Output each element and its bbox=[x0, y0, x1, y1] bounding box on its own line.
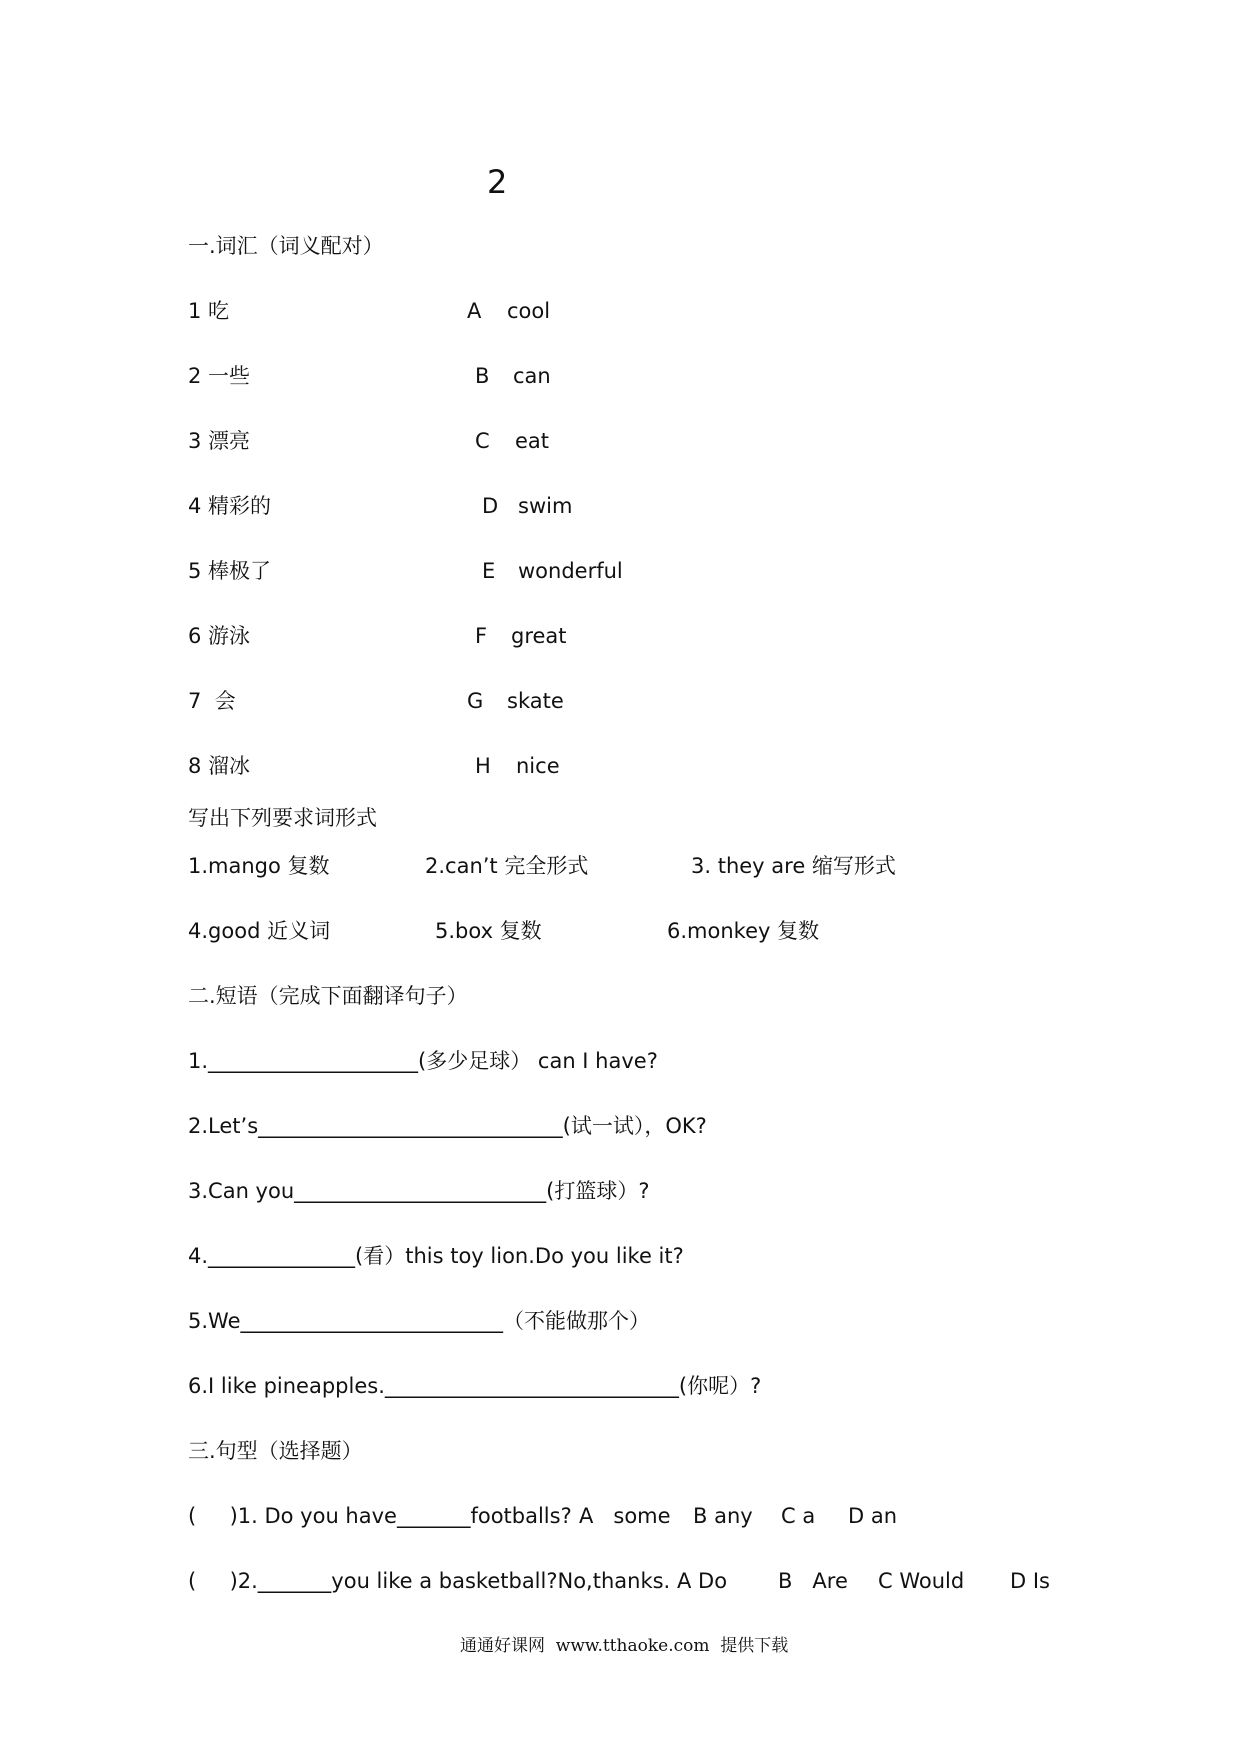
pair-left: 8 溜冰 bbox=[188, 754, 251, 778]
word-form-item: 2.can’t 完全形式 bbox=[425, 854, 589, 878]
question-option: D Is bbox=[1010, 1569, 1050, 1593]
pair-letter: H bbox=[475, 754, 491, 778]
section1-heading: 一.词汇（词义配对） bbox=[188, 234, 384, 258]
pair-word: can bbox=[513, 364, 551, 388]
pair-left: 5 棒极了 bbox=[188, 559, 272, 583]
question-option: B any bbox=[693, 1504, 753, 1528]
pair-word: swim bbox=[518, 494, 573, 518]
phrase-item: 4.______________(看）this toy lion.Do you like it? bbox=[188, 1244, 684, 1268]
pair-letter: E bbox=[482, 559, 496, 583]
pair-word: eat bbox=[515, 429, 550, 453]
question-option: D an bbox=[848, 1504, 898, 1528]
word-form-item: 1.mango 复数 bbox=[188, 854, 330, 878]
section3-heading: 三.句型（选择题） bbox=[188, 1439, 363, 1463]
question-stem: ( )1. Do you have_______footballs? bbox=[188, 1504, 572, 1528]
pair-left: 1 吃 bbox=[188, 299, 230, 323]
word-form-item: 5.box 复数 bbox=[435, 919, 542, 943]
pair-word: cool bbox=[507, 299, 551, 323]
page-footer: 通通好课网 www.tthaoke.com 提供下载 bbox=[460, 1636, 789, 1656]
pair-left: 7 会 bbox=[188, 689, 236, 713]
phrase-item: 1.____________________(多少足球） can I have? bbox=[188, 1049, 658, 1073]
pair-letter: B bbox=[475, 364, 490, 388]
pair-word: skate bbox=[507, 689, 564, 713]
forms-heading: 写出下列要求词形式 bbox=[188, 806, 377, 830]
phrase-item: 6.I like pineapples.____________________________(你呢）? bbox=[188, 1374, 762, 1398]
pair-left: 2 一些 bbox=[188, 364, 251, 388]
pair-left: 6 游泳 bbox=[188, 624, 251, 648]
question-option: C a bbox=[781, 1504, 816, 1528]
pair-letter: F bbox=[475, 624, 488, 648]
pair-word: nice bbox=[516, 754, 560, 778]
phrase-item: 2.Let’s_____________________________(试一试），OK? bbox=[188, 1114, 707, 1138]
pair-left: 3 漂亮 bbox=[188, 429, 251, 453]
question-option: C Would bbox=[878, 1569, 965, 1593]
word-form-item: 4.good 近义词 bbox=[188, 919, 331, 943]
pair-word: great bbox=[511, 624, 567, 648]
question-option: A Do bbox=[677, 1569, 728, 1593]
pair-letter: D bbox=[482, 494, 499, 518]
section2-heading: 二.短语（完成下面翻译句子） bbox=[188, 984, 468, 1008]
word-form-item: 3. they are 缩写形式 bbox=[691, 854, 896, 878]
pair-letter: C bbox=[475, 429, 490, 453]
question-option: B Are bbox=[778, 1569, 848, 1593]
phrase-item: 3.Can you________________________(打篮球）? bbox=[188, 1179, 650, 1203]
pair-letter: A bbox=[467, 299, 482, 323]
pair-word: wonderful bbox=[518, 559, 623, 583]
phrase-item: 5.We_________________________（不能做那个） bbox=[188, 1309, 650, 1333]
word-form-item: 6.monkey 复数 bbox=[667, 919, 820, 943]
page-number: 2 bbox=[487, 163, 508, 201]
pair-letter: G bbox=[467, 689, 484, 713]
pair-left: 4 精彩的 bbox=[188, 494, 272, 518]
question-option: A some bbox=[579, 1504, 671, 1528]
question-stem: ( )2._______you like a basketball?No,thanks. bbox=[188, 1569, 671, 1593]
